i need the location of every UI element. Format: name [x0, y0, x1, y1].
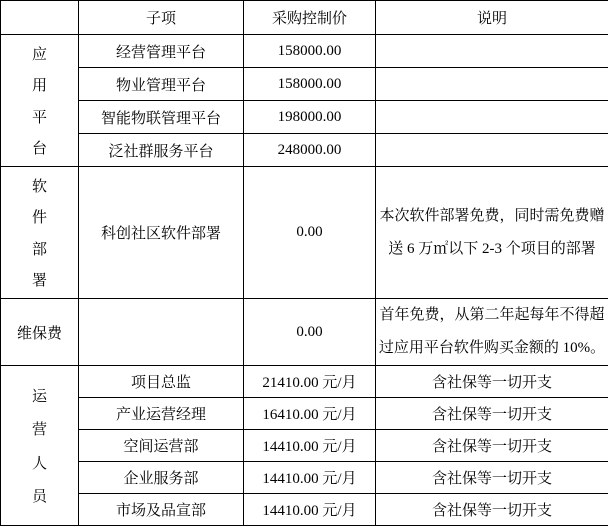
price-cell: 0.00 [244, 167, 376, 299]
table-row [1, 101, 608, 134]
category-cell-maintenance-fee: 维保费 [1, 299, 79, 366]
table-row [1, 494, 608, 526]
note-cell [376, 68, 608, 101]
category-label: 运 营 人 员 [31, 388, 47, 506]
item-cell: 空间运营部 [79, 430, 244, 462]
note-cell: 含社保等一切开支 [376, 398, 608, 430]
header-cell-subitem: 子项 [79, 1, 244, 35]
note-cell [376, 101, 608, 134]
category-label: 软 件 部 署 [31, 178, 47, 290]
table-row [1, 68, 608, 101]
item-cell [79, 299, 244, 366]
note-cell: 含社保等一切开支 [376, 430, 608, 462]
price-cell: 198000.00 [244, 101, 376, 134]
price-cell: 21410.00 元/月 [244, 366, 376, 398]
note-cell: 本次软件部署免费，同时需免费赠送 6 万㎡以下 2-3 个项目的部署 [376, 167, 608, 299]
table-header-row [1, 1, 608, 35]
category-label: 应 用 平 台 [31, 46, 47, 158]
price-cell: 0.00 [244, 299, 376, 366]
note-cell: 含社保等一切开支 [376, 366, 608, 398]
table-row [1, 134, 608, 167]
note-cell: 首年免费，从第二年起每年不得超过应用平台软件购买金额的 10%。 [376, 299, 608, 366]
price-cell: 158000.00 [244, 68, 376, 101]
price-cell: 14410.00 元/月 [244, 494, 376, 526]
note-cell: 含社保等一切开支 [376, 462, 608, 494]
item-cell: 市场及品宣部 [79, 494, 244, 526]
table-row [1, 398, 608, 430]
note-cell [376, 35, 608, 68]
table-row [1, 299, 608, 366]
item-cell: 泛社群服务平台 [79, 134, 244, 167]
price-cell: 14410.00 元/月 [244, 462, 376, 494]
note-cell: 含社保等一切开支 [376, 494, 608, 526]
item-cell: 智能物联管理平台 [79, 101, 244, 134]
table-row [1, 35, 608, 68]
item-cell: 企业服务部 [79, 462, 244, 494]
header-cell-price: 采购控制价 [244, 1, 376, 35]
price-cell: 248000.00 [244, 134, 376, 167]
price-cell: 14410.00 元/月 [244, 430, 376, 462]
price-cell: 158000.00 [244, 35, 376, 68]
item-cell: 经营管理平台 [79, 35, 244, 68]
item-cell: 项目总监 [79, 366, 244, 398]
item-cell: 物业管理平台 [79, 68, 244, 101]
category-cell-operations-staff [1, 366, 79, 526]
item-cell: 产业运营经理 [79, 398, 244, 430]
category-cell-software-deploy [1, 167, 79, 299]
note-cell [376, 134, 608, 167]
header-cell-note: 说明 [376, 1, 608, 35]
item-cell: 科创社区软件部署 [79, 167, 244, 299]
category-cell-app-platform [1, 35, 79, 167]
table-row [1, 366, 608, 398]
table-row [1, 430, 608, 462]
price-cell: 16410.00 元/月 [244, 398, 376, 430]
table-row [1, 462, 608, 494]
header-cell-category [1, 1, 79, 35]
table-row [1, 167, 608, 299]
